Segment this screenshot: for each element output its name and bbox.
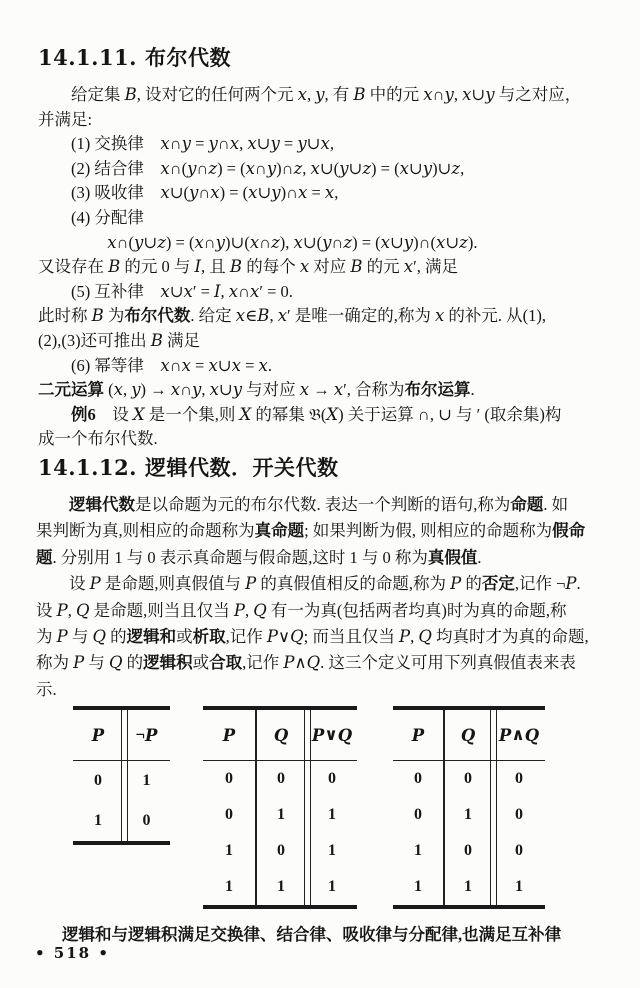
text-line: 为 P 与 Q 的逻辑和或析取,记作 P∨Q; 而当且仅当 P, Q 均真时才为真的命题, xyxy=(36,627,589,647)
table-column-divider xyxy=(255,710,257,905)
emphasis-note: 逻辑和与逻辑积满足交换律、结合律、吸收律与分配律,也满足互补律 xyxy=(62,925,562,944)
text-line: 并满足: xyxy=(38,109,93,129)
column-header: Q xyxy=(460,725,476,745)
table-cell: 1 xyxy=(277,806,285,823)
table-cell: 0 xyxy=(277,842,285,859)
section-number: 14.1.11. xyxy=(38,45,137,70)
table-header-row xyxy=(203,710,357,760)
table-row xyxy=(393,797,545,833)
table-column-divider xyxy=(490,710,497,905)
table-row xyxy=(203,833,357,869)
table-cell: 1 xyxy=(328,806,336,823)
table-cell: 1 xyxy=(94,812,102,829)
table-row xyxy=(203,761,357,797)
section-heading-14-1-11 xyxy=(38,42,231,72)
table-cell: 0 xyxy=(414,806,422,823)
text-line: 又设存在 B 的元 0 与 I, 且 B 的每个 x 对应 B 的元 x′, 满足 xyxy=(38,257,458,277)
section-14-1-11-body xyxy=(38,83,618,452)
table-row xyxy=(393,761,545,797)
text-line: (4) 分配律 xyxy=(71,207,144,227)
section-heading-14-1-12 xyxy=(38,452,339,482)
table-cell: 1 xyxy=(328,878,336,895)
column-header: P ∧ Q xyxy=(498,725,540,745)
table-cell: 1 xyxy=(464,806,472,823)
disjunction-truth-table xyxy=(203,706,357,909)
table-column-divider xyxy=(304,710,311,905)
table-cell: 1 xyxy=(277,878,285,895)
text-line: 称为 P 与 Q 的逻辑积或合取,记作 P∧Q. 这三个定义可用下列真假值表来表 xyxy=(36,653,576,673)
table-cell: 0 xyxy=(277,770,285,787)
text-line: (2),(3)还可推出 B 满足 xyxy=(38,330,200,350)
column-header: Q xyxy=(273,725,289,745)
text-line: 题. 分别用 1 与 0 表示真命题与假命题,这时 1 与 0 称为真假值. xyxy=(36,547,482,567)
table-cell: 1 xyxy=(515,878,523,895)
table-cell: 1 xyxy=(225,878,233,895)
table-cell: 0 xyxy=(225,806,233,823)
table-cell: 0 xyxy=(464,770,472,787)
text-line: (1) 交换律 x∩y = y∩x, x∪y = y∪x, xyxy=(71,134,334,154)
table-cell: 0 xyxy=(414,770,422,787)
table-row xyxy=(203,797,357,833)
text-line: 此时称 B 为布尔代数. 给定 x∈B, x′ 是唯一确定的,称为 x 的补元. 从(1), xyxy=(38,306,547,326)
text-line: 成一个布尔代数. xyxy=(38,429,158,449)
text-line: 示. xyxy=(36,679,57,699)
table-cell: 0 xyxy=(464,842,472,859)
section-number: 14.1.12. xyxy=(38,455,137,480)
table-cell: 1 xyxy=(414,878,422,895)
table-cell: 0 xyxy=(225,770,233,787)
table-header-row xyxy=(393,710,545,760)
table-cell: 1 xyxy=(414,842,422,859)
column-header: P xyxy=(411,725,425,745)
table-row xyxy=(393,869,545,905)
table-cell: 1 xyxy=(225,842,233,859)
table-row xyxy=(393,833,545,869)
example-line: 例6 设 X 是一个集,则 X 的幂集 𝔅(X) 关于运算 ∩, ∪ 与 ′ (取余集)构 xyxy=(71,404,562,424)
text-line: 果判断为真,则相应的命题称为真命题; 如果判断为假, 则相应的命题称为假命 xyxy=(36,521,586,541)
section-title-text: 布尔代数 xyxy=(145,46,231,70)
table-column-divider xyxy=(121,710,128,841)
text-line: 给定集 B, 设对它的任何两个元 x, y, 有 B 中的元 x∩y, x∪y 与之对应， xyxy=(71,85,582,104)
table-cell: 0 xyxy=(94,772,102,789)
column-header: P xyxy=(222,725,236,745)
text-line: (2) 结合律 x∩(y∩z) = (x∩y)∩z, x∪(y∪z) = (x∪y)∪z, xyxy=(71,158,465,178)
text-line: (3) 吸收律 x∪(y∩x) = (x∪y)∩x = x, xyxy=(71,183,339,203)
text-line: (6) 幂等律 x∩x = x∪x = x. xyxy=(71,355,272,375)
table-cell: 1 xyxy=(464,878,472,895)
table-cell: 1 xyxy=(142,772,151,789)
column-header: P ∨ Q xyxy=(311,725,353,745)
formula-line: x∩(y∪z) = (x∩y)∪(x∩z), x∪(y∩z) = (x∪y)∩(x∪z). xyxy=(107,232,478,252)
table-cell: 0 xyxy=(328,770,336,787)
text-line: 设 P, Q 是命题,则当且仅当 P, Q 有一为真(包括两者均真)时为真的命题,称 xyxy=(36,600,567,620)
table-cell: 0 xyxy=(515,770,523,787)
column-header: P xyxy=(91,725,105,745)
truth-tables-group xyxy=(73,706,545,909)
table-row xyxy=(203,869,357,905)
section-14-1-12-body xyxy=(36,492,620,703)
conjunction-truth-table xyxy=(393,706,545,909)
table-cell: 0 xyxy=(515,806,523,823)
table-cell: 0 xyxy=(515,842,523,859)
table-column-divider xyxy=(443,710,445,905)
text-line: 逻辑代数是以命题为元的布尔代数. 表达一个判断的语句,称为命题. 如 xyxy=(69,495,569,514)
table-cell: 1 xyxy=(328,842,336,859)
page-number: • 518 • xyxy=(35,944,110,962)
section-title-text: 逻辑代数．开关代数 xyxy=(145,456,339,480)
text-line: 二元运算 (x, y) → x∩y, x∪y 与对应 x → x′, 合称为布尔运算. xyxy=(38,380,475,400)
text-line: (5) 互补律 x∪x′ = I, x∩x′ = 0. xyxy=(71,281,293,301)
negation-truth-table xyxy=(73,706,170,845)
table-cell: 0 xyxy=(142,812,151,829)
text-line: 设 P 是命题,则真假值与 P 的真假值相反的命题,称为 P 的否定,记作 ¬P. xyxy=(69,574,581,594)
column-header: ¬ P xyxy=(135,725,158,745)
